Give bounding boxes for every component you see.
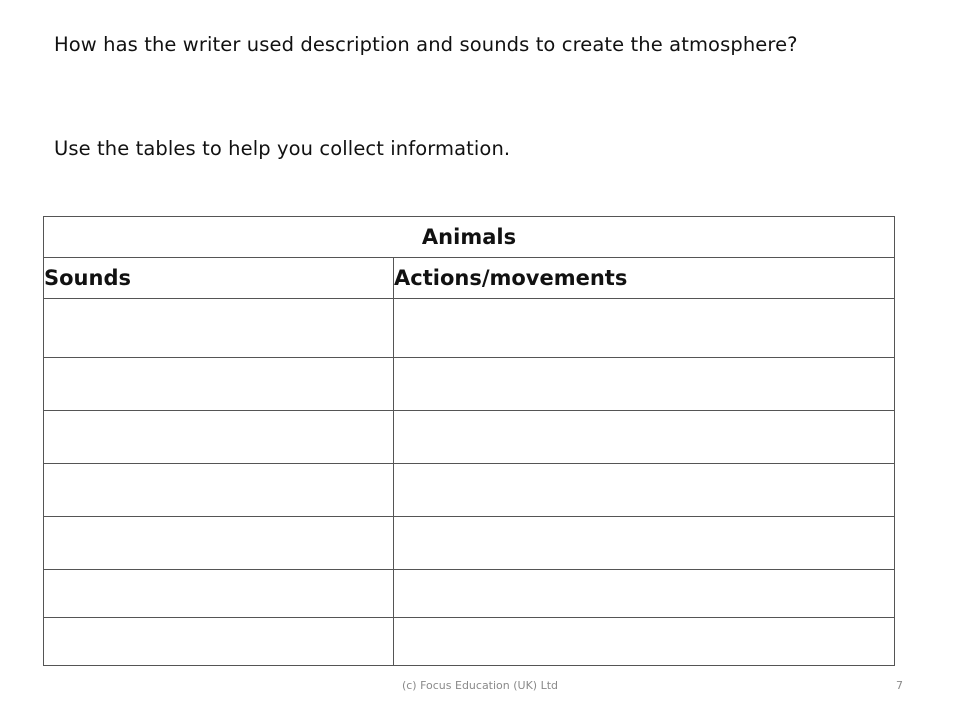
sounds-cell[interactable]: [44, 517, 394, 570]
table-row: [44, 358, 895, 411]
table-row: [44, 570, 895, 618]
column-header-sounds: Sounds: [44, 258, 394, 299]
sounds-cell[interactable]: [44, 570, 394, 618]
sounds-cell[interactable]: [44, 299, 394, 358]
table-row: [44, 411, 895, 464]
sounds-cell[interactable]: [44, 358, 394, 411]
sounds-cell[interactable]: [44, 464, 394, 517]
actions-cell[interactable]: [394, 618, 895, 666]
table-header-row: [44, 258, 895, 299]
table-title-row: [44, 217, 895, 258]
page-number: 7: [896, 679, 903, 692]
question-text: How has the writer used description and sounds to create the atmosphere?: [54, 33, 798, 56]
actions-cell[interactable]: [394, 517, 895, 570]
actions-cell[interactable]: [394, 358, 895, 411]
table-row: [44, 618, 895, 666]
copyright-footer: (c) Focus Education (UK) Ltd: [401, 679, 559, 692]
table-row: [44, 517, 895, 570]
instruction-text: Use the tables to help you collect information.: [54, 137, 511, 160]
column-header-actions: Actions/movements: [394, 258, 895, 299]
actions-cell[interactable]: [394, 411, 895, 464]
sounds-cell[interactable]: [44, 411, 394, 464]
table-row: [44, 464, 895, 517]
animals-table: [43, 216, 895, 666]
sounds-cell[interactable]: [44, 618, 394, 666]
actions-cell[interactable]: [394, 299, 895, 358]
actions-cell[interactable]: [394, 464, 895, 517]
actions-cell[interactable]: [394, 570, 895, 618]
table-row: [44, 299, 895, 358]
table-title: Animals: [44, 217, 895, 258]
